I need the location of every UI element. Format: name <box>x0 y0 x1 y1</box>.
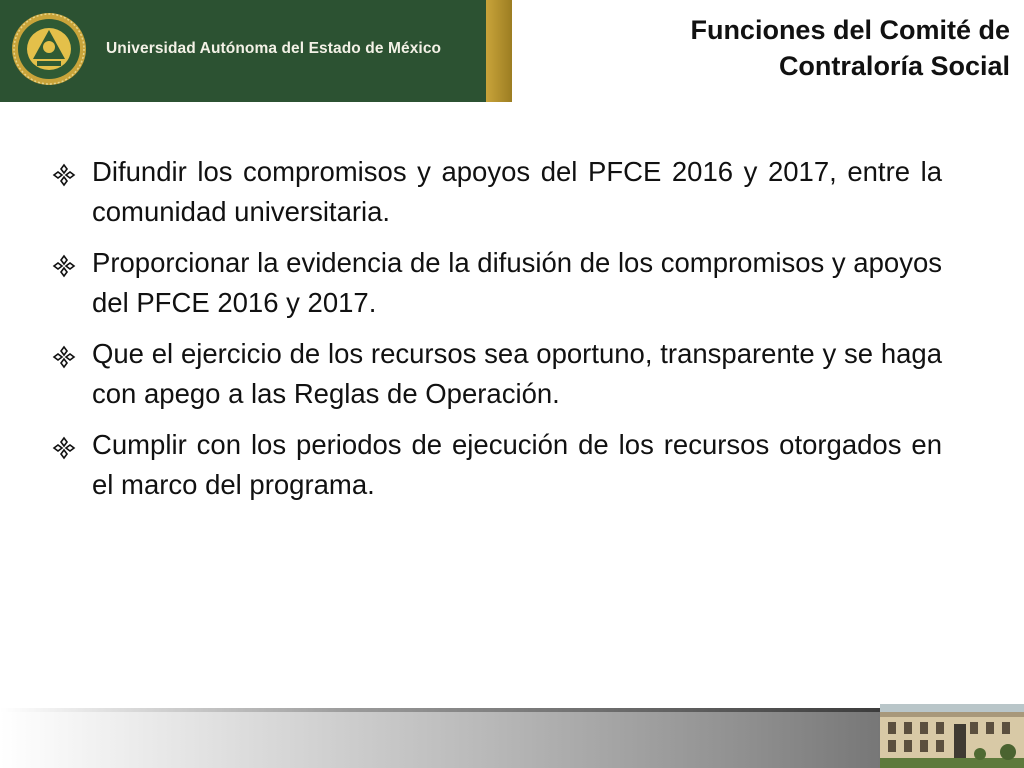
diamond-bullet-icon <box>52 163 76 187</box>
bullet-text: Que el ejercicio de los recursos sea oportuno, transparente y se haga con apego a las Reglas de Operación. <box>92 338 942 409</box>
diamond-bullet-icon <box>52 436 76 460</box>
bullet-item <box>52 243 942 323</box>
building-photo-image <box>880 704 1024 768</box>
bullet-text: Proporcionar la evidencia de la difusión de los compromisos y apoyos del PFCE 2016 y 2017. <box>92 247 942 318</box>
bullet-list <box>52 152 942 516</box>
slide-title-line-2: Contraloría Social <box>778 51 1010 81</box>
diamond-bullet-icon <box>52 254 76 278</box>
footer-stripe <box>0 708 880 712</box>
bullet-text: Difundir los compromisos y apoyos del PFCE 2016 y 2017, entre la comunidad universitaria. <box>92 156 942 227</box>
diamond-bullet-icon <box>52 345 76 369</box>
bullet-item <box>52 334 942 414</box>
header-gold-accent <box>486 0 512 102</box>
slide-title-line-1: Funciones del Comité de <box>690 15 1010 45</box>
bullet-text: Cumplir con los periodos de ejecución de los recursos otorgados en el marco del programa. <box>92 429 942 500</box>
university-name: Universidad Autónoma del Estado de México <box>106 40 442 57</box>
slide-title <box>570 12 1010 84</box>
bullet-item <box>52 425 942 505</box>
bullet-item <box>52 152 942 232</box>
university-seal-icon <box>10 11 88 87</box>
footer-gradient-bar <box>0 708 880 768</box>
